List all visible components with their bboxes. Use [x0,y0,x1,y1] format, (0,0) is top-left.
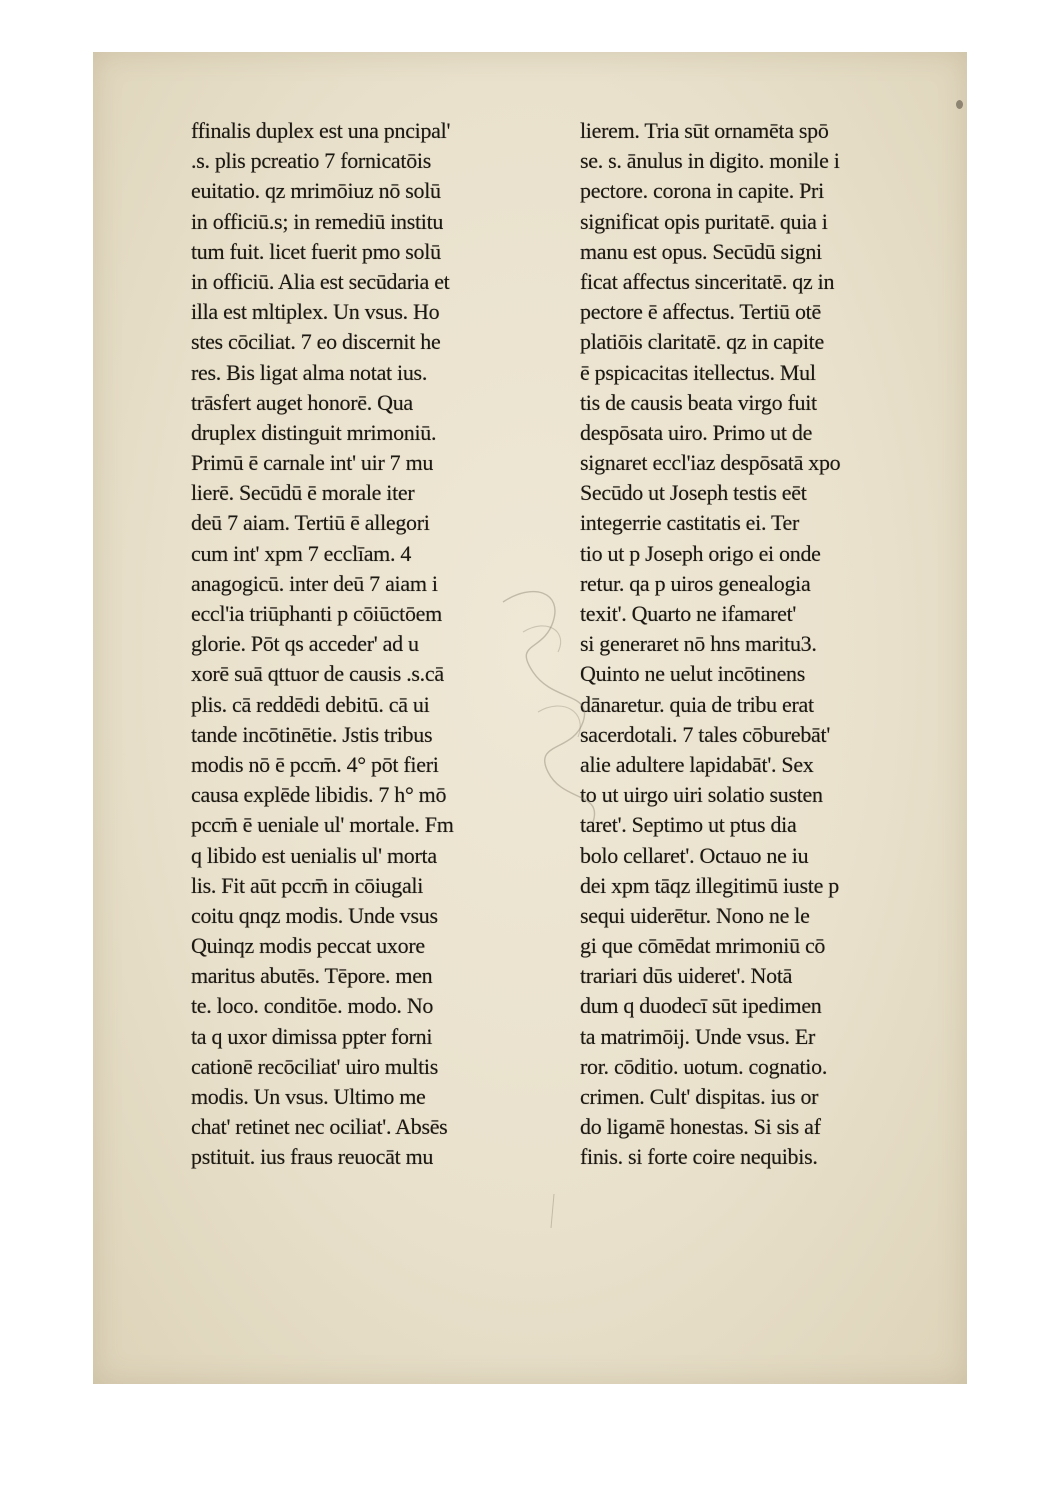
right-column-line: pectore ē affectus. Tertiū otē [580,299,821,325]
right-column-line: tis de causis beata virgo fuit [580,389,817,415]
right-column-line: dum q duodecī sūt ipedimen [580,993,822,1019]
right-column-line: pectore. corona in capite. Pri [580,178,824,204]
left-column-line: tum fuit. licet fuerit pmo solū [191,238,441,264]
left-column-line: xorē suā qttuor de causis .s.cā [191,661,444,687]
left-text-column [191,116,536,1173]
left-column-line: euitatio. qz mrimōiuz nō solū [191,178,441,204]
left-column-line: glorie. Pōt qs acceder' ad u [191,631,419,657]
left-column-line: .s. plis pcreatio 7 fornicatōis [191,148,431,174]
right-column-line: significat opis puritatē. quia i [580,208,828,234]
left-column-line: pstituit. ius fraus reuocāt mu [191,1144,434,1170]
right-column-line: alie adultere lapidabāt'. Sex [580,751,814,777]
left-column-line: anagogicū. inter deū 7 aiam i [191,570,438,596]
left-column-line: illa est mltiplex. Un vsus. Ho [191,299,440,325]
left-column-line: trāsfert auget honorē. Qua [191,389,413,415]
left-column-line: maritus abutēs. Tēpore. men [191,963,433,989]
right-column-line: ficat affectus sinceritatē. qz in [580,268,835,294]
left-column-line: deū 7 aiam. Tertiū ē allegori [191,510,430,536]
right-column-line: crimen. Cult' dispitas. ius or [580,1084,819,1109]
right-column-line: trariari dūs uideret'. Notā [580,963,793,989]
left-column-line: modis nō ē pccm̄. 4° pōt fieri [191,751,439,777]
right-column-line: platiōis claritatē. qz in capite [580,329,824,355]
left-column-line: res. Bis ligat alma notat ius. [191,359,428,385]
right-column-line: dānaretur. quia de tribu erat [580,691,814,717]
right-column-line: sacerdotali. 7 tales cōburebāt' [580,721,830,747]
left-column-line: te. loco. conditōe. modo. No [191,993,434,1019]
right-column-line: dei xpm tāqz illegitimū iuste p [580,872,839,898]
left-column-line: druplex distinguit mrimoniū. [191,419,437,445]
left-column-line: lis. Fit aūt pccm̄ in cōiugali [191,872,424,898]
left-column-line: Quinqz modis peccat uxore [191,933,425,959]
right-column-line: despōsata uiro. Primo ut de [580,419,813,445]
left-column-line: q libido est uenialis ul' morta [191,842,437,868]
right-column-line: Quinto ne uelut incōtinens [580,661,805,687]
right-column-line: to ut uirgo uiri solatio susten [580,782,823,808]
page-edge-mark [956,100,963,109]
right-column-line: lierem. Tria sūt ornamēta spō [580,118,829,143]
left-column-line: stes cōciliat. 7 eo discernit he [191,329,441,355]
left-column-line: eccl'ia triūphanti p cōiūctōem [191,601,442,626]
right-column-line: ror. cōditio. uotum. cognatio. [580,1053,828,1079]
right-column-line: do ligamē honestas. Si sis af [580,1114,821,1140]
right-column-line: integerrie castitatis ei. Ter [580,510,800,536]
right-column-line: signaret eccl'iaz despōsatā xpo [580,450,841,476]
scanned-page [93,52,967,1384]
left-column-line: coitu qnqz modis. Unde vsus [191,902,438,928]
right-column-line: Secūdo ut Joseph testis eēt [580,480,807,506]
right-column-line: taret'. Septimo ut ptus dia [580,812,797,838]
left-column-line: causa explēde libidis. 7 h° mō [191,782,447,808]
left-column-line: Primū ē carnale int' uir 7 mu [191,450,434,476]
right-column-line: ta matrimōij. Unde vsus. Er [580,1023,816,1049]
right-column-line: sequi uiderētur. Nono ne le [580,902,810,928]
right-column-line: si generaret nō hns maritu3. [580,631,817,657]
right-column-line: se. s. ānulus in digito. monile i [580,148,840,174]
left-column-line: cum int' xpm 7 ecclīam. 4 [191,540,412,566]
right-column-line: finis. si forte coire nequibis. [580,1144,818,1170]
right-column-line: gi que cōmēdat mrimoniū cō [580,933,826,959]
right-column-line: ē pspicacitas itellectus. Mul [580,359,816,385]
gutter-tick [548,1192,558,1232]
left-column-line: cationē recōciliat' uiro multis [191,1053,438,1079]
left-column-line: tande incōtinētie. Jstis tribus [191,721,433,747]
right-column-line: texit'. Quarto ne ifamaret' [580,601,797,626]
left-column-line: pccm̄ ē ueniale ul' mortale. Fm [191,812,454,838]
left-column-line: modis. Un vsus. Ultimo me [191,1084,426,1109]
right-column-line: tio ut p Joseph origo ei onde [580,540,821,566]
left-column-line: lierē. Secūdū ē morale iter [191,480,415,506]
left-column-line: in officiū.s; in remediū institu [191,208,444,234]
right-column-line: retur. qa p uiros genealogia [580,570,811,596]
left-column-line: chat' retinet nec ociliat'. Absēs [191,1114,448,1140]
left-column-line: ta q uxor dimissa ppter forni [191,1023,433,1049]
left-column-line: plis. cā reddēdi debitū. cā ui [191,691,430,717]
left-column-line: ffinalis duplex est una pncipal' [191,118,451,143]
right-column-line: bolo cellaret'. Octauo ne iu [580,842,809,868]
right-text-column [580,116,920,1173]
left-column-line: in officiū. Alia est secūdaria et [191,268,450,294]
right-column-line: manu est opus. Secūdū signi [580,238,822,264]
